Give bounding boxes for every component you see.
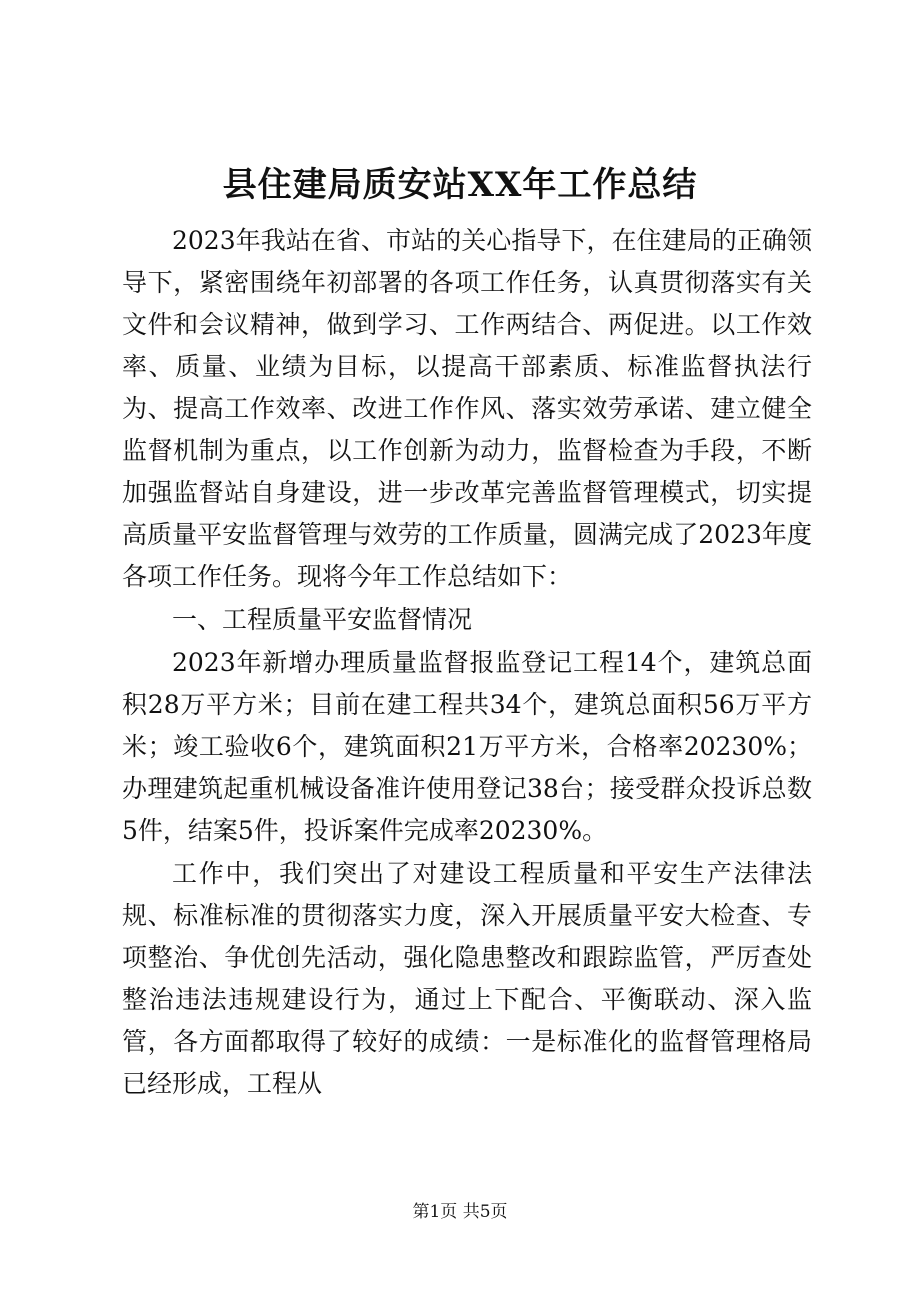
paragraph-intro: 2023年我站在省、市站的关心指导下，在住建局的正确领导下，紧密围绕年初部署的各项工作任务，认真贯彻落实有关文件和会议精神，做到学习、工作两结合、两促进。以工作效率、质量、业绩为目标，以提高干部素质、标准监督执法行为、提高工作效率、改进工作作风、落实效劳承诺、建立健全监督机制为重点，以工作创新为动力，监督检查为手段，不断加强监督站自身建设，进一步改革完善监督管理模式，切实提高质量平安监督管理与效劳的工作质量，圆满完成了2023年度各项工作任务。现将今年工作总结如下： <box>122 226 812 591</box>
document-title: 县住建局质安站XX年工作总结 <box>222 165 698 205</box>
page-footer: 第1页 共5页 <box>412 1202 508 1222</box>
document-body <box>122 220 812 1105</box>
paragraph-statistics: 2023年新增办理质量监督报监登记工程14个，建筑总面积28万平方米；目前在建工程共34个，建筑总面积56万平方米；竣工验收6个，建筑面积21万平方米，合格率20230%；办理建筑起重机械设备准许使用登记38台；接受群众投诉总数5件，结案5件，投诉案件完成率20230%。 <box>122 648 812 845</box>
section-heading: 一、工程质量平安监督情况 <box>172 605 473 634</box>
paragraph-work: 工作中，我们突出了对建设工程质量和平安生产法律法规、标准标准的贯彻落实力度，深入开展质量平安大检查、专项整治、争优创先活动，强化隐患整改和跟踪监管，严厉查处整治违法违规建设行为，通过上下配合、平衡联动、深入监管，各方面都取得了较好的成绩：一是标准化的监督管理格局已经形成，工程从 <box>122 859 812 1098</box>
